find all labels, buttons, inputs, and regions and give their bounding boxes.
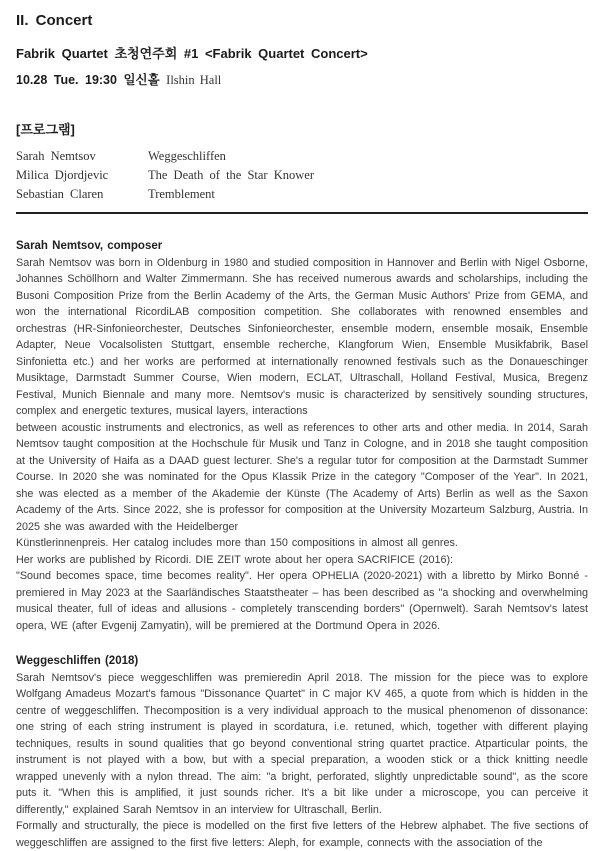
bio-paragraph: Her works are published by Ricordi. DIE ZEIT wrote about her opera SACRIFICE (2016): — [16, 553, 454, 566]
work-title: Tremblement — [148, 187, 215, 201]
bio-paragraph: Künstlerinnenpreis. Her catalog includes more than 150 compositions in almost all genres. — [16, 537, 458, 549]
concert-title: Fabrik Quartet 초청연주회 #1 <Fabrik Quartet Concert> — [16, 46, 368, 61]
program-row — [16, 166, 588, 185]
bio-paragraph: Sarah Nemtsov was born in Oldenburg in 1980 and studied composition in Hannover and Berlin with Nigel Osborne, Johannes Schöllhorn and Walter Zimmermann. She has received numerous awards and scholarships, including the Busoni Composition Prize from the Berlin Academy of the Arts, the German Music Authors' Prize from GEMA, and won the international RicordiLAB composition competition. She collaborates with renowned ensembles and orchestras (HR-Sinfonieorchester, Deutsches Sinfonieorchester, ensemble modern, ensemble mosaik, Ensemble Adapter, Neue Vocalsolisten Stuttgart, ensemble recherche, Klangforum Wien, Ensemble Musikfabrik, Basel Sinfonietta etc.) and her works are performed at internationally renowned festivals such as the Donaueschinger Musiktage, Darmstadt Summer Course, Wien modern, ECLAT, Ultraschall, Holland Festival, Musica, Bregenz Festival, Munich Biennale and many more. Nemtsov's music is characterized by sensitively sounding structures, complex and energetic textures, musical layers, interactions — [16, 256, 588, 417]
program-row — [16, 147, 588, 166]
composer-name: Milica Djordjevic — [16, 168, 109, 182]
work-note-paragraph: Formally and structurally, the piece is modelled on the first five letters of the Hebrew alphabet. The five sections of weggeschliffen are assigned to the first five letters: Aleph, for example, connects with the association of the — [16, 820, 588, 849]
section-title: II. Concert — [16, 12, 93, 29]
concert-datetime-line — [16, 70, 588, 88]
program-label: [프로그램] — [16, 122, 75, 137]
program-table — [16, 147, 588, 204]
composer-bio-heading: Sarah Nemtsov, composer — [16, 240, 163, 252]
composer-name: Sarah Nemtsov — [16, 149, 96, 163]
divider-rule — [16, 212, 588, 214]
program-row — [16, 185, 588, 204]
composer-name: Sebastian Claren — [16, 187, 104, 201]
venue-english: Ilshin Hall — [166, 73, 222, 87]
work-note-paragraph: Sarah Nemtsov's piece weggeschliffen was premieredin April 2018. The mission for the piece was to explore Wolfgang Amadeus Mozart's famous "Dissonance Quartet" in C major KV 465, a quote from which is hidden in the centre of weggeschliffen. Thecomposition is a very individual approach to the musical phenomenon of dissonance: one string of each string instrument is played in scordatura, i.e. retuned, which, together with different playing techniques, results in sound qualities that go beyond conventional string quartet practice. Atparticular points, the instrument is not played with a bow, but with a special preparation, a wooden stick or a thick knitting needle wrapped unevenly with a nylon thread. The aim: "a bright, perforated, slightly unpredictable sound", as the score puts it. "When this is amplified, it just sounds richer. It's a bit like under a microscope, you can perceive it differently," explained Sarah Nemtsov in an interview for Ultraschall, Berlin. — [16, 671, 588, 816]
work-title: The Death of the Star Knower — [148, 168, 314, 182]
bio-paragraph: "Sound becomes space, time becomes reality". Her opera OPHELIA (2020-2021) with a libretto by Mirko Bonné - premiered in May 2023 at the Saarländisches Staatstheater – has been described as "a shocking and overwhelming musical theater, full of ideas and allusions - completely transcending borders" (Opernwelt). Sarah Nemtsov's latest opera, WE (after Evgenij Zamyatin), will be premiered at the Dortmund Opera in 2026. — [16, 570, 588, 632]
work-note-heading: Weggeschliffen (2018) — [16, 655, 139, 667]
datetime-venue-korean: 10.28 Tue. 19:30 일신홀 — [16, 73, 160, 87]
bio-paragraph: between acoustic instruments and electronics, as well as references to other arts and other media. In 2014, Sarah Nemtsov taught composition at the Hochschule für Musik und Tanz in Cologne, and in 2018 she taught composition at the University of Haifa as a DAAD guest lecturer. She's a regular tutor for composition at the Darmstadt Summer Course. In 2020 she was nominated for the Opus Klassik Prize in the category "Composer of the Year". In 2021, she was elected as a member of the Akademie der Künste (The Academy of Arts) Berlin as well as the Saxon Academy of the Arts. Since 2022, she is professor for composition at the University Mozarteum Salzburg, Austria. In 2025 she was awarded with the Heidelberger — [16, 421, 588, 533]
work-title: Weggeschliffen — [148, 149, 226, 163]
